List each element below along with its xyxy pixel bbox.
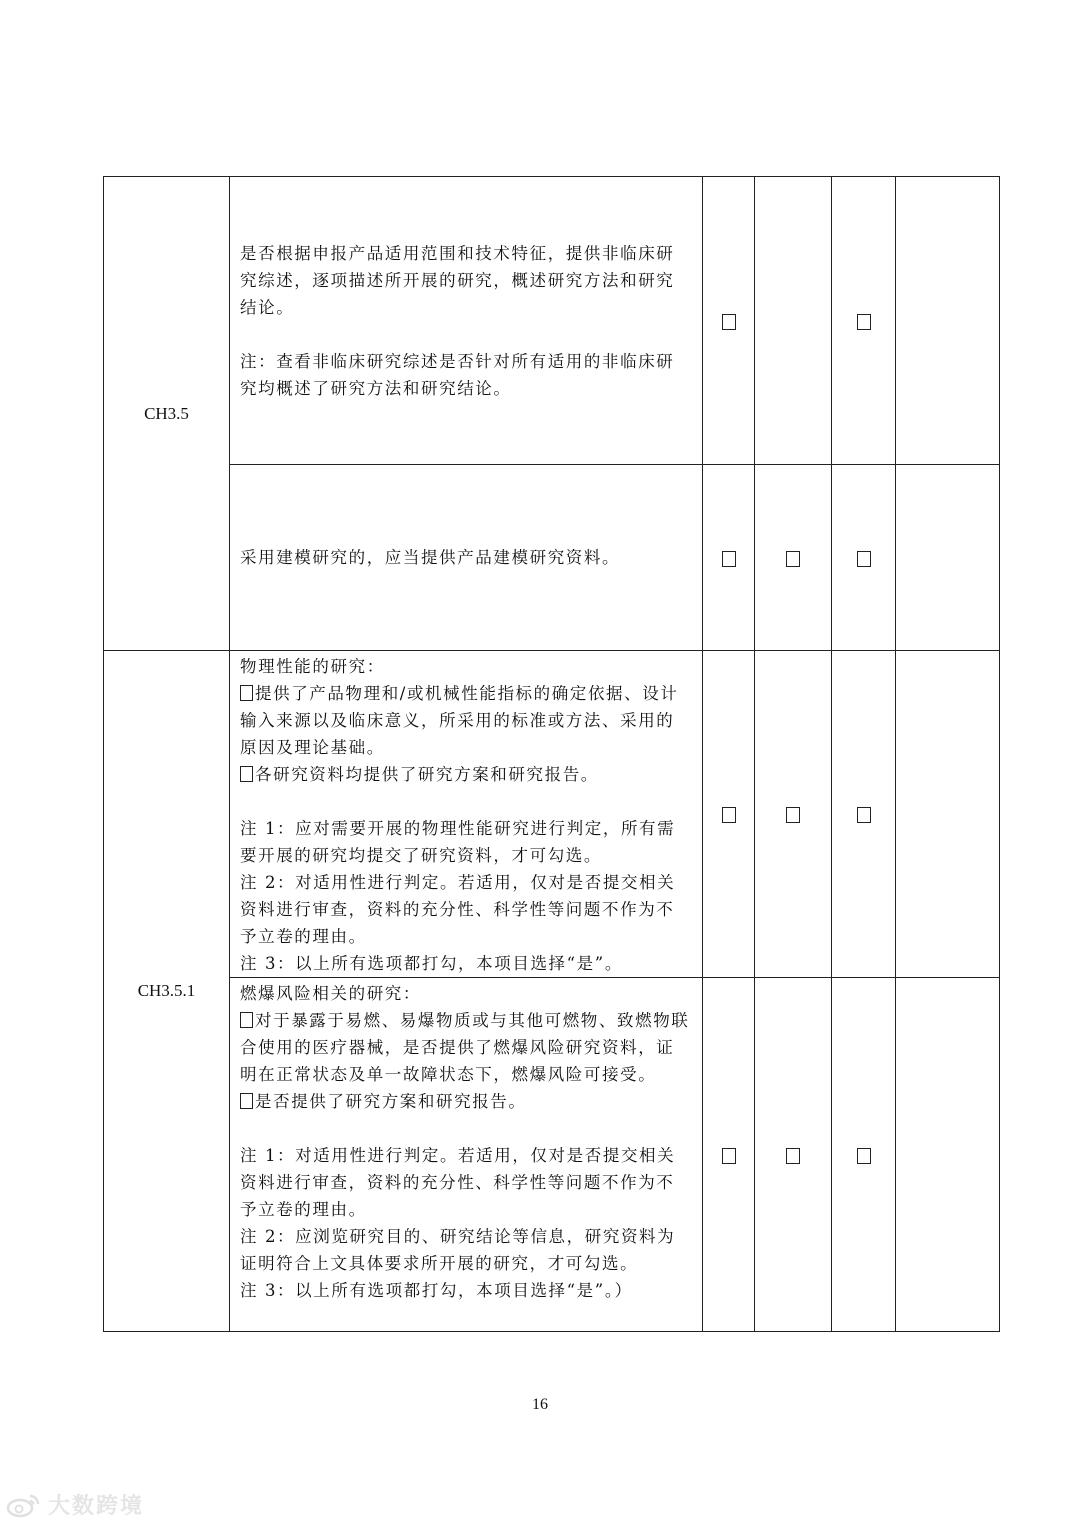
table-row <box>104 177 1000 465</box>
checklist-table <box>103 176 1000 1332</box>
inline-check-item <box>240 1007 692 1088</box>
table-row <box>104 465 1000 651</box>
inline-checkbox[interactable] <box>240 1012 253 1028</box>
checkbox-na[interactable] <box>857 1148 871 1164</box>
paragraph-gap <box>240 1115 692 1142</box>
checkbox-yes[interactable] <box>722 551 736 567</box>
section-heading: 燃爆风险相关的研究： <box>240 984 421 1003</box>
clause-id-cell <box>104 651 230 1332</box>
check-item-text: 提供了产品物理和/或机械性能指标的确定依据、设计输入来源以及临床意义，所采用的标准或方法、采用的原因及理论基础。 <box>240 684 679 757</box>
watermark-text: 大数跨境 <box>48 1494 145 1519</box>
inline-check-item <box>240 680 692 761</box>
remarks-cell[interactable] <box>896 177 1000 465</box>
checkbox-na[interactable] <box>857 551 871 567</box>
check-item-text: 是否提供了研究方案和研究报告。 <box>255 1092 527 1111</box>
requirement-text: 采用建模研究的，应当提供产品建模研究资料。 <box>240 548 621 567</box>
clause-id-cell <box>104 177 230 651</box>
note-text: 注 2：对适用性进行判定。若适用，仅对是否提交相关资料进行审查，资料的充分性、科学性等问题不作为不予立卷的理由。 <box>240 873 676 946</box>
inline-checkbox[interactable] <box>240 685 253 701</box>
requirement-cell <box>230 651 703 978</box>
page-number: 16 <box>532 1396 548 1413</box>
checkbox-cell-na <box>832 177 896 465</box>
watermark <box>6 1489 144 1520</box>
table-row <box>104 651 1000 978</box>
note-text: 注 3：以上所有选项都打勾，本项目选择“是”。 <box>240 954 623 973</box>
checkbox-cell-no <box>755 465 832 651</box>
checkbox-cell-no <box>755 177 832 465</box>
checkbox-yes[interactable] <box>722 807 736 823</box>
checkbox-cell-no <box>755 978 832 1332</box>
note-text: 注 2：应浏览研究目的、研究结论等信息，研究资料为证明符合上文具体要求所开展的研究，才可勾选。 <box>240 1227 676 1273</box>
inline-checkbox[interactable] <box>240 1093 253 1109</box>
inline-check-item <box>240 761 692 788</box>
checkbox-cell-na <box>832 978 896 1332</box>
paragraph-gap <box>240 788 692 815</box>
requirement-cell <box>230 177 703 465</box>
checkbox-cell-yes <box>703 651 755 978</box>
checkbox-cell-yes <box>703 978 755 1332</box>
note-text: 注 1：应对需要开展的物理性能研究进行判定，所有需要开展的研究均提交了研究资料，才可勾选。 <box>240 819 676 865</box>
checkbox-no[interactable] <box>786 1148 800 1164</box>
section-heading: 物理性能的研究： <box>240 657 385 676</box>
checkbox-no[interactable] <box>786 807 800 823</box>
remarks-cell[interactable] <box>896 465 1000 651</box>
checkbox-cell-yes <box>703 177 755 465</box>
clause-id: CH3.5.1 <box>137 981 196 1000</box>
checkbox-no[interactable] <box>786 551 800 567</box>
checkbox-cell-yes <box>703 465 755 651</box>
paragraph-gap <box>240 321 692 348</box>
note-text: 注 3：以上所有选项都打勾，本项目选择“是”。） <box>240 1281 633 1300</box>
weibo-logo-icon <box>6 1492 42 1518</box>
note-text: 注 1：对适用性进行判定。若适用，仅对是否提交相关资料进行审查，资料的充分性、科学性等问题不作为不予立卷的理由。 <box>240 1146 676 1219</box>
remarks-cell[interactable] <box>896 651 1000 978</box>
checkbox-yes[interactable] <box>722 1148 736 1164</box>
checkbox-cell-no <box>755 651 832 978</box>
inline-check-item <box>240 1088 692 1115</box>
checkbox-cell-na <box>832 465 896 651</box>
checkbox-cell-na <box>832 651 896 978</box>
table-row <box>104 978 1000 1332</box>
checkbox-na[interactable] <box>857 314 871 330</box>
requirement-cell <box>230 465 703 651</box>
check-item-text: 对于暴露于易燃、易爆物质或与其他可燃物、致燃物联合使用的医疗器械，是否提供了燃爆风险研究资料，证明在正常状态及单一故障状态下，燃爆风险可接受。 <box>240 1011 690 1084</box>
requirement-cell <box>230 978 703 1332</box>
requirement-text: 是否根据申报产品适用范围和技术特征，提供非临床研究综述，逐项描述所开展的研究，概述研究方法和研究结论。 <box>240 243 675 317</box>
clause-id: CH3.5 <box>144 403 189 423</box>
note-text: 注：查看非临床研究综述是否针对所有适用的非临床研究均概述了研究方法和研究结论。 <box>240 351 675 398</box>
checkbox-yes[interactable] <box>722 314 736 330</box>
inline-checkbox[interactable] <box>240 766 253 782</box>
check-item-text: 各研究资料均提供了研究方案和研究报告。 <box>255 765 599 784</box>
checkbox-na[interactable] <box>857 807 871 823</box>
remarks-cell[interactable] <box>896 978 1000 1332</box>
